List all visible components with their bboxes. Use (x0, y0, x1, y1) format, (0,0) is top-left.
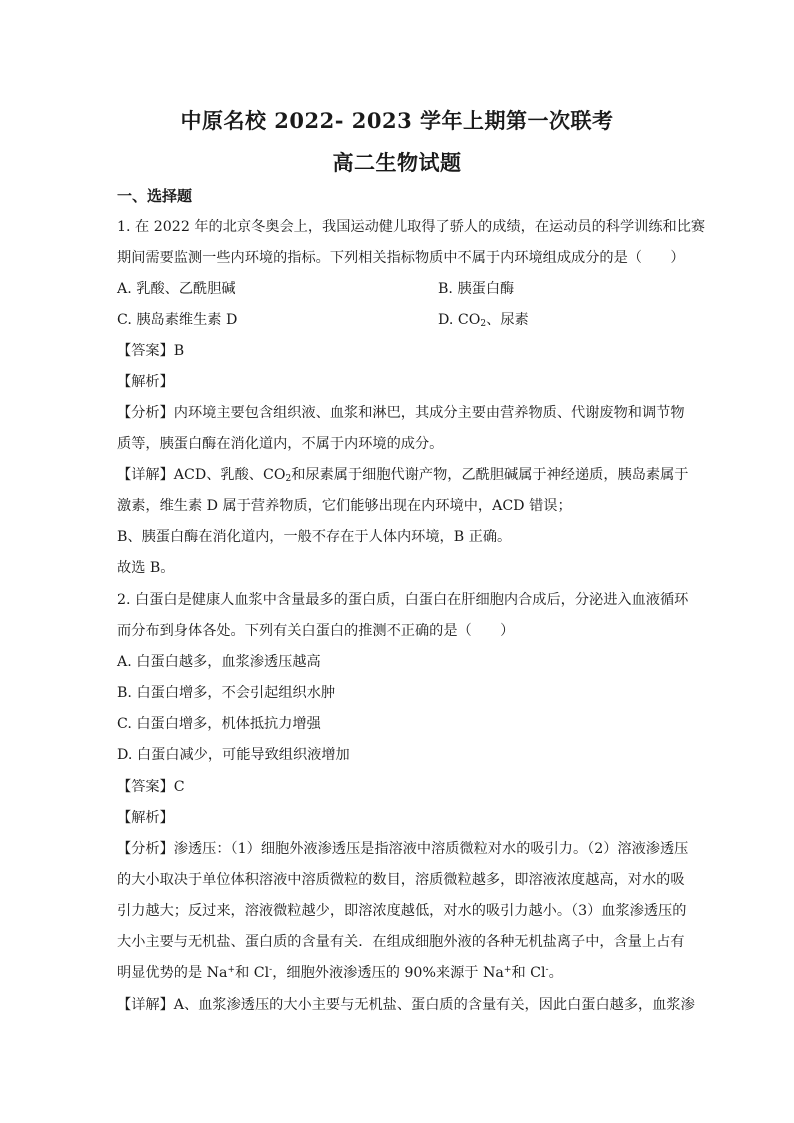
xiangjie-tag: 【详解】 (117, 467, 174, 483)
q2-option-d: D. 白蛋白减少，可能导致组织液增加 (117, 747, 350, 763)
page-title: 中原名校 2022- 2023 学年上期第一次联考 (180, 108, 614, 133)
q1-option-c: C. 胰岛素维生素 D (117, 312, 238, 328)
q2-option-b: B. 白蛋白增多，不会引起组织水肿 (117, 685, 336, 701)
q1-fenxi-line-2: 质等，胰蛋白酶在消化道内，不属于内环境的成分。 (117, 436, 444, 452)
q2-stem-line-1: 2. 白蛋白是健康人血浆中含量最多的蛋白质，白蛋白在肝细胞内合成后，分泌进入血液循环 (117, 592, 689, 608)
q1-option-d: D. $CO_2$、尿素 (438, 312, 529, 329)
xiangjie-tag: 【详解】 (117, 997, 174, 1013)
q2-analysis-label: 【解析】 (117, 810, 174, 826)
q2-stem-line-2: 而分布到身体各处。下列有关白蛋白的推测不正确的是（ ） (117, 623, 515, 639)
q1-fenxi-line-1: 【分析】内环境主要包含组织液、血浆和淋巴，其成分主要由营养物质、代谢废物和调节物 (117, 405, 685, 421)
fenxi-tag: 【分析】 (117, 405, 174, 421)
q2-xiangjie-line-1: 【详解】A、血浆渗透压的大小主要与无机盐、蛋白质的含量有关，因此白蛋白越多，血浆渗 (117, 997, 695, 1013)
q2-fenxi-line-1: 【分析】渗透压：（1）细胞外液渗透压是指溶液中溶质微粒对水的吸引力。（2）溶液渗透压 (117, 841, 689, 857)
q2-fenxi-line-4: 大小主要与无机盐、蛋白质的含量有关．在组成细胞外液的各种无机盐离子中，含量上占有 (117, 934, 685, 950)
q1-analysis-label: 【解析】 (117, 374, 174, 390)
q1-conclusion: 故选 B。 (117, 560, 175, 576)
q1-xiangjie-line-3: B、胰蛋白酶在消化道内，一般不存在于人体内环境，B 正确。 (117, 529, 512, 545)
q2-fenxi-line-5: 明显优势的是 Na+和 Cl-，细胞外液渗透压的 90%来源于 Na+和 Cl-。 (117, 965, 563, 981)
q1-xiangjie-line-2: 激素，维生素 D 属于营养物质，它们能够出现在内环境中，ACD 错误； (117, 498, 572, 514)
q1-xiangjie-line-1: 【详解】ACD、乳酸、$CO_2$和尿素属于细胞代谢产物，乙酰胆碱属于神经递质，胰岛素属于 (117, 467, 689, 484)
q1-option-b: B. 胰蛋白酶 (438, 281, 515, 297)
q2-fenxi-line-2: 的大小取决于单位体积溶液中溶质微粒的数目，溶质微粒越多，即溶液浓度越高，对水的吸 (117, 872, 685, 888)
q1-stem-line-2: 期间需要监测一些内环境的指标。下列相关指标物质中不属于内环境组成成分的是（ ） (117, 250, 685, 266)
page-subtitle: 高二生物试题 (332, 150, 462, 175)
q2-option-c: C. 白蛋白增多，机体抵抗力增强 (117, 716, 321, 732)
q2-option-a: A. 白蛋白越多，血浆渗透压越高 (117, 654, 321, 670)
q1-answer: 【答案】B (117, 343, 185, 359)
section-heading: 一、选择题 (117, 187, 193, 205)
q2-fenxi-line-3: 引力越大；反过来，溶液微粒越少，即溶浓度越低，对水的吸引力越小。（3）血浆渗透压的 (117, 903, 687, 919)
q1-option-a: A. 乳酸、乙酰胆碱 (117, 281, 236, 297)
q1-stem-line-1: 1. 在 2022 年的北京冬奥会上，我国运动健儿取得了骄人的成绩，在运动员的科学训练和比赛 (117, 219, 706, 235)
q2-answer: 【答案】C (117, 779, 185, 795)
fenxi-tag: 【分析】 (117, 841, 174, 857)
